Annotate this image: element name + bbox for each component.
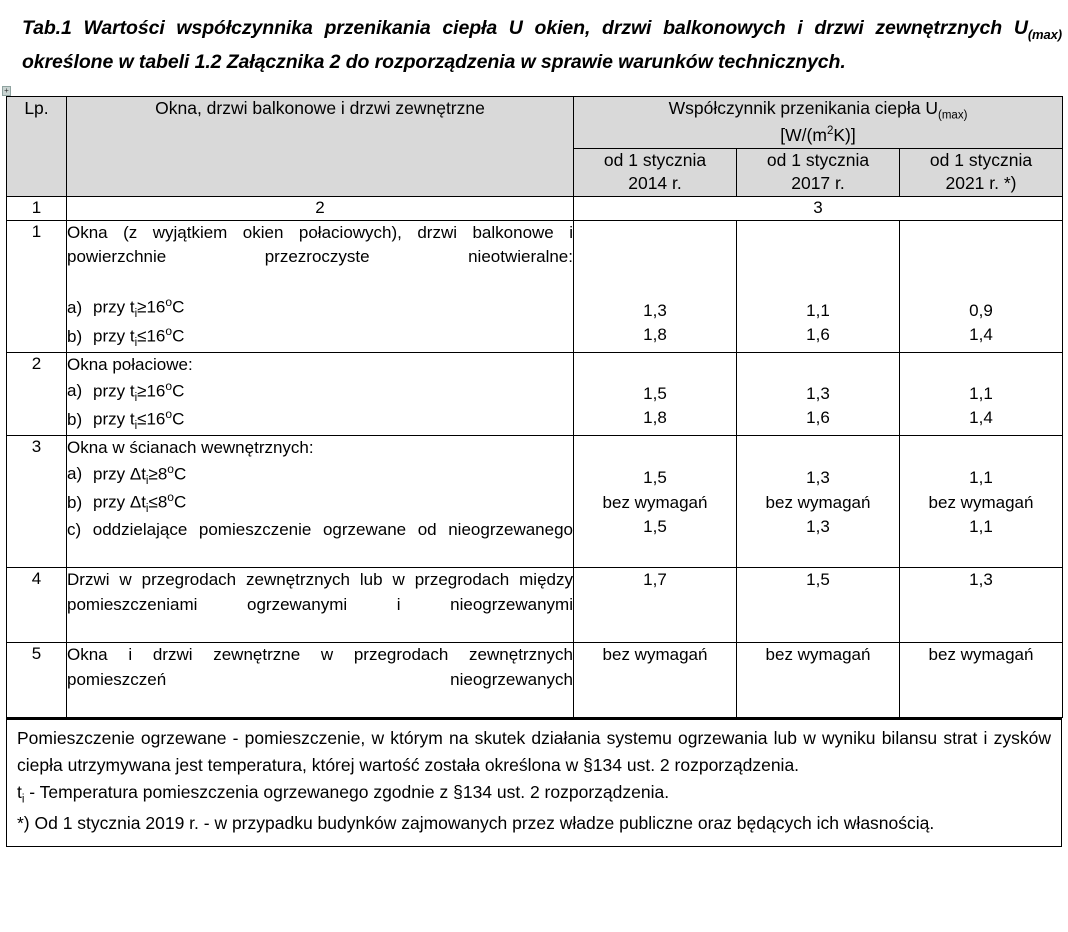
row-1-item-b (67, 323, 573, 352)
header-cell-date-2014 (574, 148, 737, 196)
header-cell-date-2017 (737, 148, 900, 196)
row-1-title: Okna (z wyjątkiem okien połaciowych), drzwi balkonowe i powierzchnie przezroczyste nieotwieralne: (67, 222, 573, 267)
caption-prefix-text: Tab.1 Wartości współczynnika przenikania ciepła U okien, drzwi balkonowych i drzwi zewnętrznych (22, 17, 1003, 39)
row-2-item-b-degree: o (165, 407, 173, 422)
row-1-item-a-unit: C (172, 298, 185, 318)
header-date-2021-line2: 2021 r. *) (945, 173, 1017, 194)
footnote-ti-definition (17, 779, 1051, 809)
row-3-item-b (67, 489, 573, 518)
row-3-title: Okna w ścianach wewnętrznych: (67, 437, 314, 457)
row-2-value-2021-a: 1,1 (969, 383, 993, 403)
row-4-value-2017 (737, 568, 900, 643)
row-3-item-a-pre: przy Δt (93, 464, 146, 484)
table-caption (22, 0, 1062, 80)
row-2-title: Okna połaciowe: (67, 354, 193, 374)
row-description-4 (67, 568, 574, 643)
row-3-item-a-unit: C (173, 464, 187, 484)
row-2-item-b-post: ≤16 (137, 409, 166, 429)
row-1-value-2021-a: 0,9 (969, 300, 993, 320)
footnote-ti-text: - Temperatura pomieszczenia ogrzewanego zgodnie z §134 ust. 2 rozporządzenia. (24, 782, 670, 803)
caption-u-subscript: (max) (1027, 26, 1062, 42)
row-1-item-a-post: ≥16 (137, 298, 166, 318)
row-1-item-b-unit: C (172, 326, 185, 346)
footnote-asterisk-note: *) Od 1 stycznia 2019 r. - w przypadku budynków zajmowanych przez władze publiczne oraz będących ich własnością. (17, 813, 935, 834)
row-2-item-b-sub: i (134, 420, 138, 433)
row-5-value-2017 (737, 643, 900, 718)
footnote-heated-room-definition: Pomieszczenie ogrzewane - pomieszczenie, w którym na skutek działania systemu ogrzewania lub w wyniku bilansu strat i zysków ciepła utrzymywana jest temperatura, której wartość została określona w §134 ust. 2 rozporządzenia. (17, 728, 1051, 775)
row-2-item-a-post: ≥16 (137, 381, 166, 401)
row-1-value-2017-a: 1,1 (806, 300, 830, 320)
row-1-value-2017 (737, 220, 900, 352)
header-date-2021-line1: od 1 stycznia (929, 149, 1033, 170)
caption-u-symbol: U (1013, 17, 1028, 39)
header-date-2014-line2: 2014 r. (628, 173, 682, 194)
row-description-3 (67, 435, 574, 567)
row-4-title: Drzwi w przegrodach zewnętrznych lub w przegrodach między pomieszczeniami ogrzewanymi i nieogrzewanymi (67, 570, 573, 614)
header-coefficient-unit-post: K)] (833, 125, 856, 146)
row-1-item-b-post: ≤16 (137, 326, 166, 346)
header-coefficient-unit-superscript: 2 (826, 125, 834, 138)
row-3-value-2017 (737, 435, 900, 567)
row-lp-4: 4 (7, 568, 67, 643)
row-2-value-2021 (900, 352, 1063, 435)
row-3-item-b-degree: o (167, 490, 174, 505)
row-2-value-2017 (737, 352, 900, 435)
row-2-item-a-degree: o (165, 378, 173, 393)
row-1-item-a-pre: przy t (93, 298, 135, 318)
row-4-value-2014 (574, 568, 737, 643)
row-5-value-2014 (574, 643, 737, 718)
row-4-value-2017-a: 1,5 (806, 570, 830, 590)
row-2-value-2014-b: 1,8 (643, 408, 667, 428)
column-number-2: 2 (67, 196, 574, 220)
caption-suffix-text: określone w tabeli 1.2 Załącznika 2 do rozporządzenia w sprawie warunków technicznych. (22, 51, 846, 74)
row-1-value-2014-b: 1,8 (643, 325, 667, 345)
row-2-value-2014 (574, 352, 737, 435)
header-date-2017-line1: od 1 stycznia (766, 149, 870, 170)
header-cell-date-2021 (900, 148, 1063, 196)
row-5-value-2017-a: bez wymagań (765, 645, 871, 665)
header-coefficient-subscript: (max) (938, 109, 968, 122)
header-cell-coefficient (574, 97, 1063, 149)
row-3-value-2014-a: 1,5 (643, 467, 667, 487)
row-1-value-2014-a: 1,3 (643, 300, 667, 320)
row-description-2 (67, 352, 574, 435)
row-2-item-b (67, 406, 573, 435)
row-1-item-a (67, 294, 573, 323)
row-5-value-2021 (900, 643, 1063, 718)
row-2-value-2017-b: 1,6 (806, 408, 830, 428)
row-4-value-2021-a: 1,3 (969, 570, 993, 590)
header-date-2017-line2: 2017 r. (791, 173, 845, 194)
table-footnotes (6, 718, 1062, 847)
row-2-item-a (67, 378, 573, 407)
row-3-value-2017-c: 1,3 (806, 517, 830, 537)
row-3-value-2021-a: 1,1 (969, 467, 993, 487)
table-row (7, 435, 1063, 567)
row-3-value-2014-c: 1,5 (643, 517, 667, 537)
row-lp-5: 5 (7, 643, 67, 718)
row-3-item-b-unit: C (173, 492, 187, 512)
column-number-3: 3 (574, 196, 1063, 220)
row-2-item-b-pre: przy t (93, 409, 135, 429)
table-container (6, 96, 1062, 847)
row-4-value-2021 (900, 568, 1063, 643)
row-5-value-2021-a: bez wymagań (928, 645, 1034, 665)
row-3-item-b-sub: i (145, 503, 149, 516)
row-3-item-b-pre: przy Δt (93, 492, 146, 512)
table-row (7, 643, 1063, 718)
row-1-item-a-degree: o (165, 295, 173, 310)
row-1-item-b-label: b) (67, 326, 83, 346)
row-lp-1: 1 (7, 220, 67, 352)
row-3-item-a-degree: o (167, 461, 174, 476)
row-3-value-2014 (574, 435, 737, 567)
column-number-1: 1 (7, 196, 67, 220)
row-description-5 (67, 643, 574, 718)
header-cell-lp: Lp. (7, 97, 67, 197)
table-column-number-row (7, 196, 1063, 220)
table-row (7, 220, 1063, 352)
row-3-item-c: c) oddzielające pomieszczenie ogrzewane od nieogrzewanego (67, 520, 573, 540)
table-selection-handle[interactable]: + (2, 86, 11, 96)
row-2-item-a-sub: i (134, 391, 138, 404)
row-1-value-2021-b: 1,4 (969, 325, 993, 345)
row-5-title: Okna i drzwi zewnętrzne w przegrodach zewnętrznych pomieszczeń nieogrzewanych (67, 645, 573, 689)
row-1-value-2021 (900, 220, 1063, 352)
row-1-item-b-degree: o (165, 324, 173, 339)
row-1-value-2014 (574, 220, 737, 352)
table-header-row-top (7, 97, 1063, 149)
row-3-value-2021-c: 1,1 (969, 517, 993, 537)
row-5-value-2014-a: bez wymagań (602, 645, 708, 665)
row-2-item-a-unit: C (172, 381, 185, 401)
header-cell-description: Okna, drzwi balkonowe i drzwi zewnętrzne (67, 97, 574, 197)
row-1-item-a-label: a) (67, 298, 83, 318)
row-4-value-2014-a: 1,7 (643, 570, 667, 590)
row-lp-3: 3 (7, 435, 67, 567)
row-lp-2: 2 (7, 352, 67, 435)
footnote-ti-symbol: t (17, 782, 22, 803)
footnote-ti-subscript: i (21, 793, 25, 806)
row-3-value-2014-b: bez wymagań (602, 492, 708, 512)
row-2-value-2021-b: 1,4 (969, 408, 993, 428)
table-row (7, 568, 1063, 643)
row-3-value-2021 (900, 435, 1063, 567)
row-2-item-b-unit: C (172, 409, 185, 429)
row-3-value-2017-a: 1,3 (806, 467, 830, 487)
row-2-item-b-label: b) (67, 409, 83, 429)
row-3-item-a-post: ≥8 (148, 464, 168, 484)
heat-transfer-coefficient-table (6, 96, 1063, 718)
row-3-item-b-label: b) (67, 492, 83, 512)
row-3-value-2021-b: bez wymagań (928, 492, 1034, 512)
row-1-item-b-pre: przy t (93, 326, 135, 346)
row-3-item-a-sub: i (145, 474, 149, 487)
row-1-value-2017-b: 1,6 (806, 325, 830, 345)
row-2-value-2014-a: 1,5 (643, 383, 667, 403)
row-3-item-b-post: ≤8 (148, 492, 168, 512)
row-description-1 (67, 220, 574, 352)
header-coefficient-line1: Współczynnik przenikania ciepła U (668, 98, 939, 118)
header-coefficient-unit-pre: [W/(m (780, 125, 827, 146)
row-3-item-a (67, 461, 573, 490)
table-row (7, 352, 1063, 435)
row-3-value-2017-b: bez wymagań (765, 492, 871, 512)
row-2-item-a-pre: przy t (93, 381, 135, 401)
row-3-item-a-label: a) (67, 464, 83, 484)
row-2-item-a-label: a) (67, 381, 83, 401)
header-date-2014-line1: od 1 stycznia (603, 149, 707, 170)
row-2-value-2017-a: 1,3 (806, 383, 830, 403)
row-1-item-a-sub: i (134, 308, 138, 321)
row-1-item-b-sub: i (134, 337, 138, 350)
